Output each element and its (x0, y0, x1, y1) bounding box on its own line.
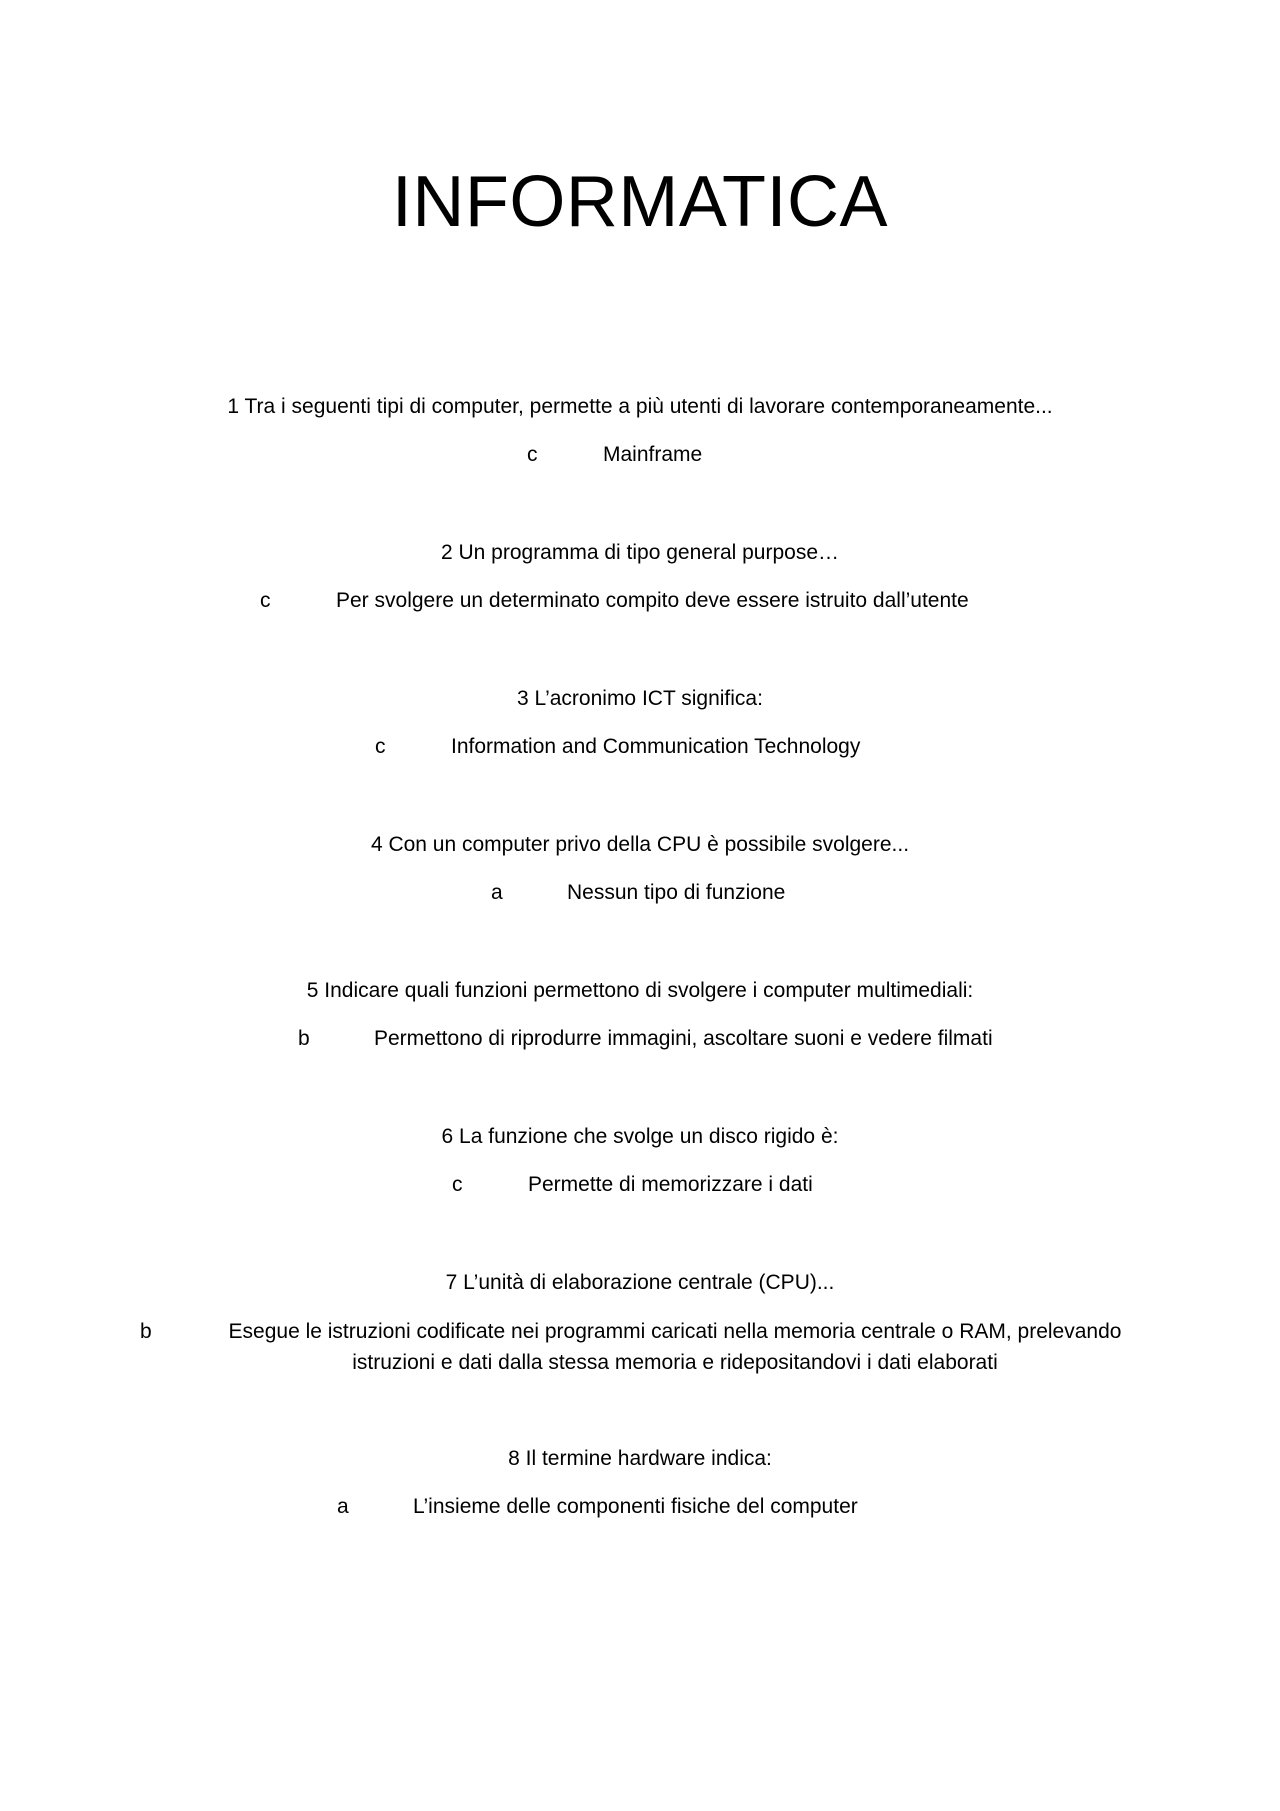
answer-5 (298, 1025, 993, 1053)
question-1: 1 Tra i seguenti tipi di computer, permette a più utenti di lavorare contemporaneamente... (227, 395, 1053, 418)
answer-2 (260, 587, 969, 615)
answer-8 (337, 1493, 858, 1521)
answer-7 (140, 1316, 1140, 1380)
answer-4-text: Nessun tipo di funzione (567, 881, 786, 904)
answer-2-text: Per svolgere un determinato compito deve essere istruito dall’utente (336, 589, 969, 612)
answer-1-letter: c (527, 443, 538, 466)
answer-7-text-line-1: Esegue le istruzioni codificate nei programmi caricati nella memoria centrale o RAM, prelevando (228, 1320, 1122, 1343)
answer-8-text: L’insieme delle componenti fisiche del computer (413, 1495, 858, 1518)
answer-3 (375, 733, 860, 761)
question-4: 4 Con un computer privo della CPU è possibile svolgere... (370, 833, 910, 856)
answer-7-text-line-2: istruzioni e dati dalla stessa memoria e ridepositandovi i dati elaborati (352, 1351, 998, 1374)
question-5: 5 Indicare quali funzioni permettono di svolgere i computer multimediali: (306, 979, 974, 1002)
answer-4-letter: a (491, 881, 503, 904)
answer-1-text: Mainframe (603, 443, 703, 466)
answer-5-letter: b (298, 1027, 310, 1050)
question-2: 2 Un programma di tipo general purpose… (440, 541, 840, 564)
answer-3-letter: c (375, 735, 386, 758)
question-6: 6 La funzione che svolge un disco rigido è: (441, 1125, 839, 1148)
question-3: 3 L’acronimo ICT significa: (517, 687, 763, 710)
answer-5-text: Permettono di riprodurre immagini, ascoltare suoni e vedere filmati (374, 1027, 993, 1050)
answer-7-text (215, 1316, 1135, 1378)
answer-6 (452, 1171, 813, 1199)
answer-2-letter: c (260, 589, 271, 612)
answer-3-text: Information and Communication Technology (451, 735, 861, 758)
answer-4 (491, 879, 785, 907)
page-title: INFORMATICA (391, 162, 889, 242)
answer-6-letter: c (452, 1173, 463, 1196)
answer-6-text: Permette di memorizzare i dati (528, 1173, 813, 1196)
question-8: 8 Il termine hardware indica: (508, 1447, 772, 1470)
answer-8-letter: a (337, 1495, 349, 1518)
answer-1 (527, 441, 702, 469)
answer-7-letter: b (140, 1320, 152, 1343)
question-7: 7 L’unità di elaborazione centrale (CPU)... (445, 1271, 835, 1294)
